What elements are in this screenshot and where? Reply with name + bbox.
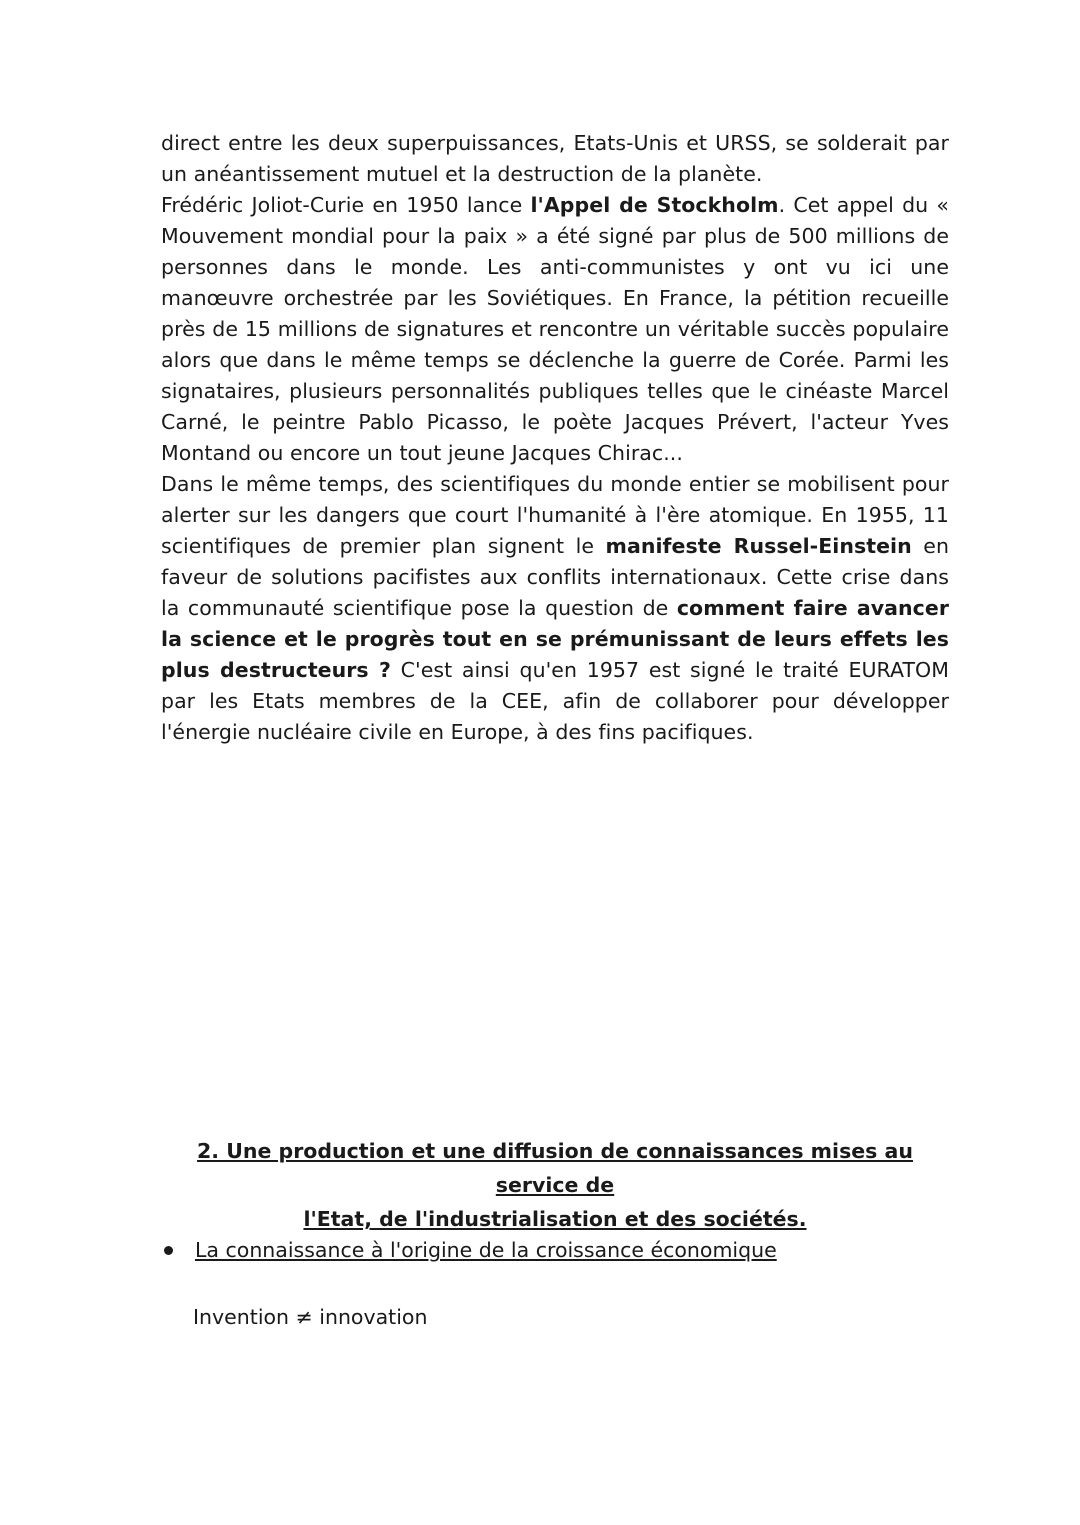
note-line: Invention ≠ innovation [193, 1305, 428, 1329]
bullet-item [161, 1233, 777, 1267]
bold-phrase: manifeste Russel-Einstein [605, 534, 912, 558]
document-body [161, 128, 949, 748]
text-run: . Cet appel du « Mouvement mondial pour la paix » a été signé par plus de 500 millions de personnes dans le monde. Les anti-communistes y ont vu ici une manœuvre orchestrée par les Soviétiques. En France, la pétition recueille près de 15 millions de signatures et rencontre un véritable succès populaire alors que dans le même temps se déclenche la guerre de Corée. Parmi les signataires, plusieurs personnalités publiques telles que le cinéaste Marcel Carné, le peintre Pablo Picasso, le poète Jacques Prévert, l'acteur Yves Montand ou encore un tout jeune Jacques Chirac... [161, 193, 949, 465]
section-heading [161, 1134, 949, 1236]
text-run: Frédéric Joliot-Curie en 1950 lance [161, 193, 531, 217]
paragraph-block [161, 128, 949, 748]
text-run: en faveur de solutions pacifistes aux conflits internationaux. Cette crise dans la communauté scientifique pose la question de [161, 534, 949, 620]
bold-phrase: comment faire avancer la science et le progrès tout en se prémunissant de leurs effets les plus destructeurs ? [161, 596, 949, 682]
bold-phrase: l'Appel de Stockholm [530, 193, 779, 217]
bullet-dot-icon [164, 1246, 173, 1255]
section-heading-line-1: 2. Une production et une diffusion de connaissances mises au service de [197, 1139, 913, 1197]
text-run: C'est ainsi qu'en 1957 est signé le traité EURATOM par les Etats membres de la CEE, afin de collaborer pour développer l'énergie nucléaire civile en Europe, à des fins pacifiques. [161, 658, 949, 744]
paragraph [161, 128, 949, 190]
text-run: Dans le même temps, des scientifiques du monde entier se mobilisent pour alerter sur les dangers que court l'humanité à l'ère atomique. En 1955, 11 scientifiques de premier plan signent le [161, 472, 949, 558]
bullet-text: La connaissance à l'origine de la croissance économique [195, 1238, 777, 1262]
paragraph [161, 469, 949, 748]
text-run: direct entre les deux superpuissances, Etats-Unis et URSS, se solderait par un anéantissement mutuel et la destruction de la planète. [161, 131, 949, 186]
paragraph [161, 190, 949, 469]
section-heading-line-2: l'Etat, de l'industrialisation et des sociétés. [303, 1207, 807, 1231]
